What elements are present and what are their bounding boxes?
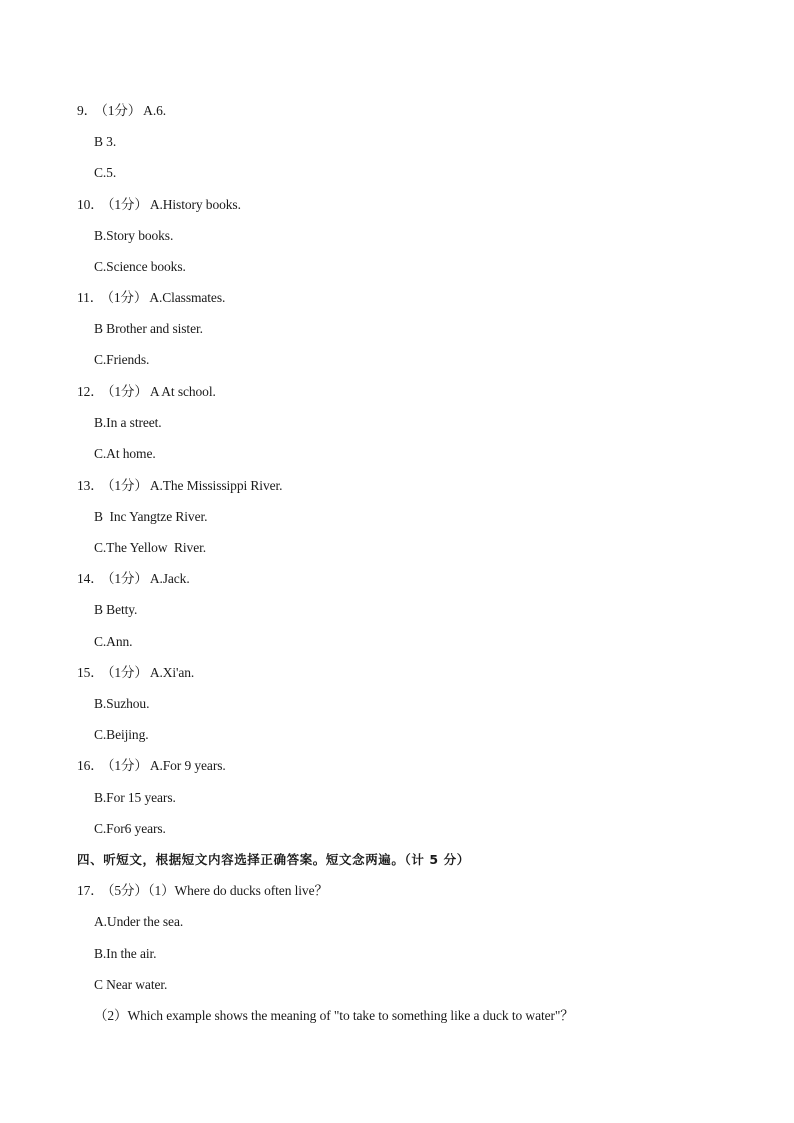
question-score: （1分） xyxy=(107,290,148,305)
question-score: （1分） xyxy=(107,758,148,773)
option-b: B.In the air. xyxy=(94,946,157,961)
question-17 xyxy=(77,882,328,900)
option-c: C.The Yellow River. xyxy=(94,540,207,555)
question-score: （1分） xyxy=(107,478,148,493)
question-number: 11． xyxy=(77,290,104,305)
option-a: A.History books. xyxy=(149,197,241,212)
question-14 xyxy=(77,570,190,588)
question-number: 10． xyxy=(77,197,104,212)
sub-question-1: （1）Where do ducks often live？ xyxy=(147,883,328,898)
question-9 xyxy=(77,102,166,120)
option-b: B 3. xyxy=(94,134,117,149)
question-score: （1分） xyxy=(107,197,148,212)
option-c: C.5. xyxy=(94,165,117,180)
option-c: C.For6 years. xyxy=(94,821,166,836)
question-13 xyxy=(77,477,282,495)
option-a: A At school. xyxy=(149,384,216,399)
question-15 xyxy=(77,664,194,682)
option-a: A.6. xyxy=(143,103,167,118)
option-c: C Near water. xyxy=(94,977,168,992)
option-b: B.For 15 years. xyxy=(94,790,176,805)
option-b: B.Suzhou. xyxy=(94,696,150,711)
section-heading: 四、听短文，根据短文内容选择正确答案。短文念两遍。（计 5 分） xyxy=(77,852,470,867)
option-a: A.For 9 years. xyxy=(149,758,226,773)
option-b: B.Story books. xyxy=(94,228,174,243)
option-c: C.Ann. xyxy=(94,634,133,649)
option-c: C.Beijing. xyxy=(94,727,149,742)
question-score: （1分） xyxy=(101,103,142,118)
question-12 xyxy=(77,383,216,401)
question-number: 12． xyxy=(77,384,104,399)
option-a: A.Jack. xyxy=(149,571,190,586)
question-16 xyxy=(77,757,226,775)
question-11 xyxy=(77,289,225,307)
option-a: A.The Mississippi River. xyxy=(149,478,283,493)
option-a: A.Under the sea. xyxy=(94,914,184,929)
question-number: 17． xyxy=(77,883,104,898)
option-b: B Inc Yangtze River. xyxy=(94,509,208,524)
question-score: （1分） xyxy=(107,571,148,586)
question-score: （1分） xyxy=(107,665,148,680)
sub-question-2: （2）Which example shows the meaning of "to take to something like a duck to water"？ xyxy=(94,1008,574,1023)
option-b: B.In a street. xyxy=(94,415,162,430)
option-c: C.At home. xyxy=(94,446,156,461)
question-10 xyxy=(77,196,241,214)
question-number: 16． xyxy=(77,758,104,773)
question-number: 13． xyxy=(77,478,104,493)
question-number: 14． xyxy=(77,571,104,586)
option-c: C.Friends. xyxy=(94,352,150,367)
question-score: （5分） xyxy=(107,883,148,898)
option-a: A.Classmates. xyxy=(149,290,226,305)
question-number: 9． xyxy=(77,103,98,118)
option-c: C.Science books. xyxy=(94,259,186,274)
option-a: A.Xi'an. xyxy=(149,665,195,680)
question-score: （1分） xyxy=(107,384,148,399)
option-b: B Brother and sister. xyxy=(94,321,203,336)
option-b: B Betty. xyxy=(94,602,138,617)
question-number: 15． xyxy=(77,665,104,680)
